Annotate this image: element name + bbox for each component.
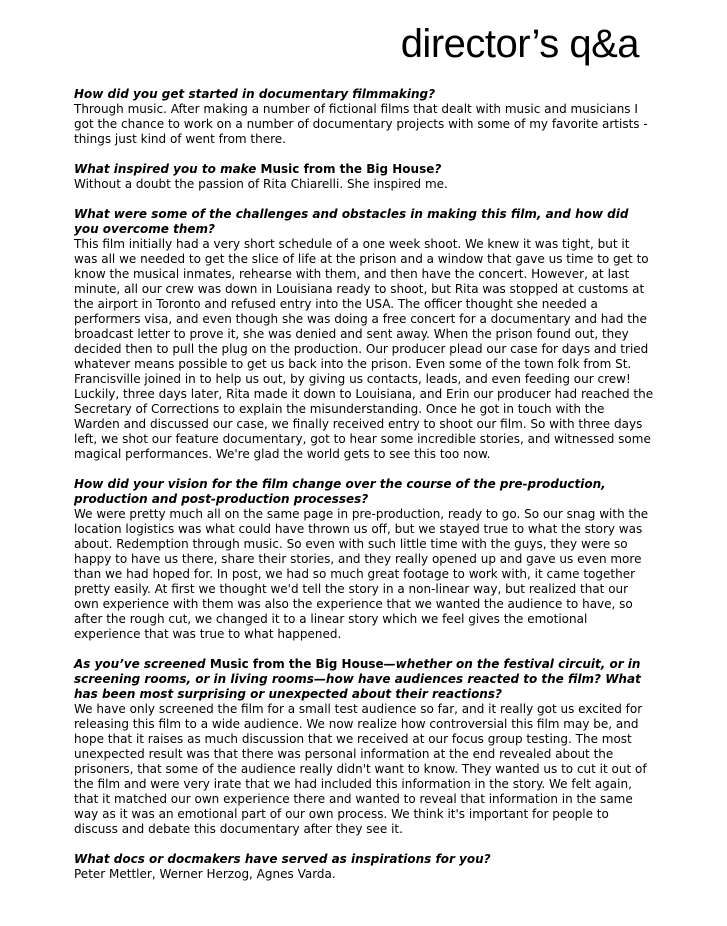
film-title: Music from the Big House [209,657,384,671]
question-3: What were some of the challenges and obstacles in making this film, and how did you overcome them? [74,207,629,236]
answer-3: This film initially had a very short schedule of a one week shoot. We knew it was tight, but it was all we needed to get the slice of life at the prison and a window that gave us time to get to know the musical inmates, rehearse with them, and then have the concert. However, at last minute, all our crew was down in Louisiana ready to shoot, but Rita was stopped at customs at the airport in Toronto and refused entry into the USA. The officer thought she needed a performers visa, and even though she was doing a free concert for a documentary and had the broadcast letter to prove it, she was denied and sent away. When the prison found out, they decided then to pull the plug on the production. Our producer plead our case for days and tried whatever means possible to get us back into the prison. Even some of the town folk from St. Francisville joined in to help us out, by giving us contacts, leads, and even feeding our crew! Luckily, three days later, Rita made it down to Louisiana, and Erin our producer had reached the Secretary of Corrections to explain the misunderstanding. Once he got in touch with the Warden and discussed our case, we finally received entry to shoot our film. So with three days left, we shot our feature documentary, got to hear some incredible stories, and witnessed some magical performances. We're glad the world gets to see this too now. [74,237,654,461]
answer-4: We were pretty much all on the same page in pre-production, ready to go. So our snag with the location logistics was what could have thrown us off, but we stayed true to what the story was about. Redemption through music. So even with such little time with the guys, they were so happy to have us there, share their stories, and they really opened up and gave us even more than we had hoped for. In post, we had so much great footage to work with, it came together pretty easily. At first we thought we'd tell the story in a non-linear way, but realized that our own experience with them was also the experience that we wanted the audience to have, so after the rough cut, we changed it to a linear story which we feel gives the emotional experience that was true to what happened. [74,507,649,641]
question-5-text-end: —whether on the festival circuit, or in screening rooms, or in living rooms—how have audiences reacted to the film? What has been most surprising or unexpected about their reactions? [74,657,641,701]
question-2 [74,162,654,177]
question-1: How did you get started in documentary filmmaking? [74,87,436,101]
question-2-text-start: What inspired you to make [74,162,261,176]
qa-item-1 [74,87,654,147]
qa-item-4 [74,477,654,642]
qa-content [74,87,654,897]
question-2-text-end: ? [434,162,442,176]
answer-6: Peter Mettler, Werner Herzog, Agnes Varda. [74,867,336,881]
question-4: How did your vision for the film change over the course of the pre-production, production and post-production processes? [74,477,606,506]
qa-item-6 [74,852,654,882]
qa-item-2 [74,162,654,192]
qa-item-3 [74,207,654,462]
answer-5: We have only screened the film for a small test audience so far, and it really got us excited for releasing this film to a wide audience. We now realize how controversial this film may be, and hope that it raises as much discussion that we received at our focus group testing. The most unexpected result was that there was personal information at the end revealed about the prisoners, that some of the audience really didn't want to know. They wanted us to cut it out of the film and were very irate that we had included this information in the story. We felt again, that it matched our own experience there and wanted to reveal that information in the same way as it was an emotional part of our own process. We think it's important for people to discuss and debate this documentary after they see it. [74,702,647,836]
film-title: Music from the Big House [260,162,435,176]
question-6: What docs or docmakers have served as inspirations for you? [74,852,491,866]
answer-2: Without a doubt the passion of Rita Chiarelli. She inspired me. [74,177,448,191]
qa-item-5 [74,657,654,837]
answer-1: Through music. After making a number of fictional films that dealt with music and musicians I got the chance to work on a number of documentary projects with some of my favorite artists - things just kind of went from there. [74,102,648,146]
question-5-text-start: As you’ve screened [74,657,210,671]
page-title: director’s q&a [400,22,639,66]
question-5 [74,657,654,702]
